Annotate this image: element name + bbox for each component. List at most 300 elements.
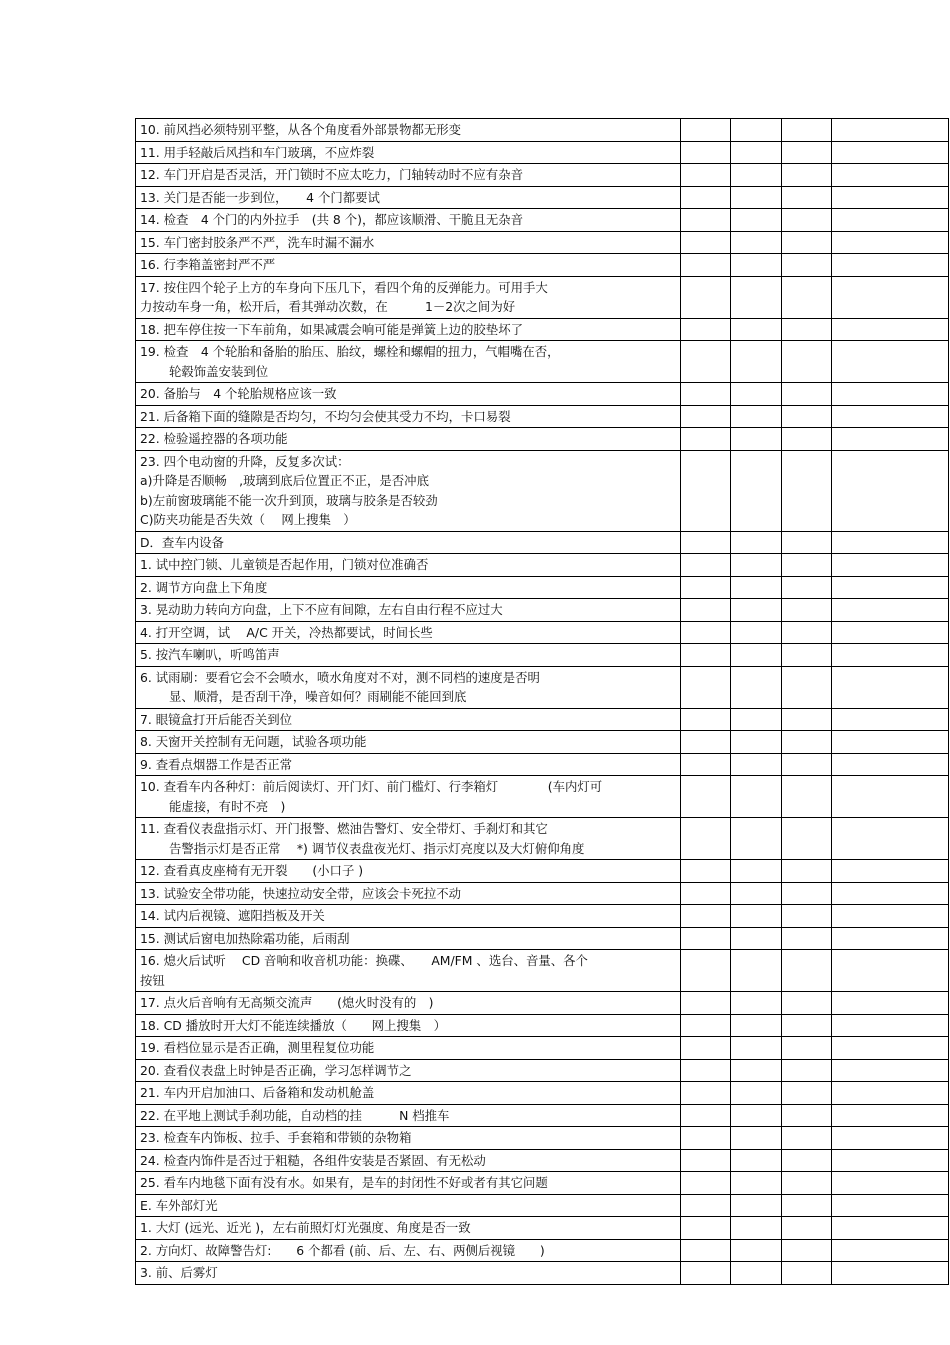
item-line: 轮毂饰盖安装到位 [169,363,269,379]
item-line: 6. 试雨刷：要看它会不会喷水，喷水角度对不对，测不同档的速度是否明 [140,669,540,685]
checklist-row [136,186,949,209]
item-line: 22. 检验遥控器的各项功能 [140,431,288,446]
item-line: 21. 后备箱下面的缝隙是否均匀，不均匀会使其受力不均，卡口易裂 [140,408,511,424]
item-line: 15. 车门密封胶条严不严，洗车时漏不漏水 [140,234,375,250]
item-line: 17. 点火后音响有无高频交流声 (熄火时没有的 ) [140,995,434,1010]
check-cell[interactable] [832,141,949,164]
check-cell[interactable] [832,708,949,731]
item-line: 12. 车门开启是否灵活，开门锁时不应太吃力，门轴转动时不应有杂音 [140,167,523,182]
check-cell[interactable] [681,666,731,708]
check-cell[interactable] [832,1104,949,1127]
checklist-item-text [136,1104,681,1127]
checklist-row [136,927,949,950]
check-cell[interactable] [832,209,949,232]
check-cell[interactable] [832,860,949,883]
check-cell[interactable] [832,1239,949,1262]
check-cell[interactable] [782,186,832,209]
check-cell[interactable] [731,1127,782,1150]
item-line: 9. 查看点烟器工作是否正常 [140,756,293,772]
check-cell[interactable] [681,119,731,142]
check-cell[interactable] [832,1059,949,1082]
check-cell[interactable] [731,1149,782,1172]
checklist-item-text [136,576,681,599]
checklist-row [136,1194,949,1217]
check-cell[interactable] [782,599,832,622]
checklist-item-text [136,318,681,341]
checklist-row [136,209,949,232]
item-line: 2. 调节方向盘上下角度 [140,579,268,595]
check-cell[interactable] [832,383,949,406]
check-cell[interactable] [782,1127,832,1150]
check-cell[interactable] [681,1217,731,1240]
check-cell[interactable] [782,927,832,950]
checklist-item-text [136,621,681,644]
check-cell[interactable] [681,1239,731,1262]
checklist-item-text [136,753,681,776]
check-cell[interactable] [782,405,832,428]
checklist-item-text [136,708,681,731]
checklist-row [136,1082,949,1105]
check-cell[interactable] [782,450,832,531]
check-cell[interactable] [782,860,832,883]
check-cell[interactable] [782,731,832,754]
checklist-row [136,1239,949,1262]
check-cell[interactable] [681,599,731,622]
check-cell[interactable] [681,1149,731,1172]
check-cell[interactable] [832,1082,949,1105]
checklist-row [136,860,949,883]
check-cell[interactable] [782,882,832,905]
check-cell[interactable] [731,621,782,644]
check-cell[interactable] [782,621,832,644]
check-cell[interactable] [681,992,731,1015]
checklist-row [136,776,949,818]
check-cell[interactable] [782,341,832,383]
check-cell[interactable] [832,405,949,428]
check-cell[interactable] [681,1014,731,1037]
check-cell[interactable] [782,1149,832,1172]
check-cell[interactable] [681,576,731,599]
check-cell[interactable] [782,119,832,142]
checklist-item-text [136,341,681,383]
check-cell[interactable] [681,254,731,277]
check-cell[interactable] [731,254,782,277]
check-cell[interactable] [681,450,731,531]
check-cell[interactable] [832,554,949,577]
checklist-row [136,1262,949,1285]
checklist-item-text [136,1037,681,1060]
check-cell[interactable] [681,776,731,818]
check-cell[interactable] [832,531,949,554]
check-cell[interactable] [681,318,731,341]
check-cell[interactable] [832,818,949,860]
item-line: 11. 查看仪表盘指示灯、开门报警、燃油告警灯、安全带灯、手刹灯和其它 [140,821,548,836]
item-line: 2. 方向灯、故障警告灯: 6 个都看 (前、后、左、右、两侧后视镜 ) [140,1242,545,1258]
check-cell[interactable] [731,576,782,599]
item-line: 18. 把车停住按一下车前角，如果减震会响可能是弹簧上边的胶垫坏了 [140,321,523,337]
checklist-row [136,1037,949,1060]
check-cell[interactable] [681,882,731,905]
check-cell[interactable] [731,318,782,341]
checklist-item-text [136,599,681,622]
check-cell[interactable] [681,383,731,406]
check-cell[interactable] [832,882,949,905]
check-cell[interactable] [782,554,832,577]
check-cell[interactable] [731,708,782,731]
check-cell[interactable] [782,576,832,599]
check-cell[interactable] [731,1059,782,1082]
checklist-item-text [136,992,681,1015]
check-cell[interactable] [731,383,782,406]
check-cell[interactable] [731,119,782,142]
item-line: 20. 查看仪表盘上时钟是否正确，学习怎样调节之 [140,1062,412,1078]
check-cell[interactable] [782,1082,832,1105]
checklist-item-text [136,450,681,531]
check-cell[interactable] [731,905,782,928]
checklist-row [136,753,949,776]
checklist-row [136,731,949,754]
check-cell[interactable] [731,860,782,883]
check-cell[interactable] [731,927,782,950]
checklist-row [136,708,949,731]
check-cell[interactable] [681,644,731,667]
checklist-row [136,318,949,341]
check-cell[interactable] [681,905,731,928]
checklist-row [136,164,949,187]
check-cell[interactable] [681,1104,731,1127]
check-cell[interactable] [681,818,731,860]
check-cell[interactable] [681,405,731,428]
checklist-item-text [136,276,681,318]
item-line: 25. 看车内地毯下面有没有水。如果有，是车的封闭性不好或者有其它问题 [140,1175,548,1190]
checklist-item-text [136,1239,681,1262]
check-cell[interactable] [832,753,949,776]
checklist-row [136,554,949,577]
checklist-row [136,882,949,905]
checklist-item-text [136,1262,681,1285]
check-cell[interactable] [782,428,832,451]
check-cell[interactable] [681,1059,731,1082]
item-line: 13. 试验安全带功能，快速拉动安全带，应该会卡死拉不动 [140,885,462,901]
check-cell[interactable] [832,927,949,950]
check-cell[interactable] [782,1059,832,1082]
check-cell[interactable] [681,276,731,318]
checklist-item-text [136,1059,681,1082]
checklist-item-text [136,554,681,577]
checklist-item-text [136,231,681,254]
check-cell[interactable] [832,599,949,622]
check-cell[interactable] [782,141,832,164]
item-line: D．查车内设备 [140,534,224,550]
check-cell[interactable] [832,731,949,754]
check-cell[interactable] [731,666,782,708]
checklist-row [136,818,949,860]
item-line: 11. 用手轻敲后风挡和车门玻璃，不应炸裂 [140,144,375,160]
checklist-row [136,644,949,667]
check-cell[interactable] [731,1014,782,1037]
checklist-item-text [136,950,681,992]
check-cell[interactable] [782,818,832,860]
check-cell[interactable] [731,531,782,554]
check-cell[interactable] [832,428,949,451]
check-cell[interactable] [731,231,782,254]
checklist-row [136,599,949,622]
check-cell[interactable] [681,927,731,950]
checklist-item-text [136,405,681,428]
check-cell[interactable] [731,1217,782,1240]
checklist-item-text [136,776,681,818]
check-cell[interactable] [782,1014,832,1037]
checklist-item-text [136,927,681,950]
checklist-item-text [136,209,681,232]
check-cell[interactable] [832,992,949,1015]
check-cell[interactable] [782,776,832,818]
check-cell[interactable] [731,950,782,992]
item-line: 按钮 [140,972,165,988]
checklist-row [136,405,949,428]
check-cell[interactable] [681,141,731,164]
check-cell[interactable] [731,405,782,428]
check-cell[interactable] [832,1172,949,1195]
item-line: 能虚接，有时不亮 ) [169,798,286,814]
check-cell[interactable] [681,531,731,554]
check-cell[interactable] [681,1127,731,1150]
check-cell[interactable] [731,164,782,187]
check-cell[interactable] [782,666,832,708]
check-cell[interactable] [782,164,832,187]
check-cell[interactable] [731,992,782,1015]
check-cell[interactable] [832,1149,949,1172]
checklist-row [136,254,949,277]
checklist-item-text [136,1217,681,1240]
checklist-item-text [136,731,681,754]
check-cell[interactable] [681,860,731,883]
check-cell[interactable] [832,254,949,277]
checklist-row [136,1104,949,1127]
check-cell[interactable] [681,341,731,383]
item-line: 19. 检查 4 个轮胎和备胎的胎压、胎纹，螺栓和螺帽的扭力，气帽嘴在否， [140,344,560,359]
checklist-item-text [136,1149,681,1172]
item-line: 24. 检查内饰件是否过于粗糙，各组件安装是否紧固、有无松动 [140,1152,486,1168]
check-cell[interactable] [731,599,782,622]
checklist-row [136,1172,949,1195]
check-cell[interactable] [681,186,731,209]
check-cell[interactable] [782,992,832,1015]
check-cell[interactable] [731,186,782,209]
check-cell[interactable] [681,621,731,644]
check-cell[interactable] [832,1014,949,1037]
check-cell[interactable] [681,708,731,731]
checklist-item-text [136,1014,681,1037]
item-line: 16. 熄火后试听 CD 音响和收音机功能：换碟、 AM/FM 、选台、音量、各个 [140,953,588,968]
check-cell[interactable] [782,644,832,667]
check-cell[interactable] [832,164,949,187]
checklist-item-text [136,1194,681,1217]
check-cell[interactable] [782,1037,832,1060]
check-cell[interactable] [731,428,782,451]
item-line: 14. 检查 4 个门的内外拉手 (共 8 个)，都应该顺滑、干脆且无杂音 [140,212,524,227]
check-cell[interactable] [832,1262,949,1285]
checklist-item-text [136,666,681,708]
checklist-body [136,119,949,1285]
item-line: 显、顺滑，是否刮干净，噪音如何？雨刷能不能回到底 [169,689,467,704]
check-cell[interactable] [731,276,782,318]
check-cell[interactable] [832,450,949,531]
check-cell[interactable] [832,644,949,667]
checklist-item-text [136,383,681,406]
item-line: 12. 查看真皮座椅有无开裂 (小口子 ) [140,863,364,878]
check-cell[interactable] [832,1194,949,1217]
check-cell[interactable] [681,1172,731,1195]
check-cell[interactable] [731,818,782,860]
checklist-item-text [136,186,681,209]
checklist-row [136,950,949,992]
check-cell[interactable] [782,1104,832,1127]
checklist-row [136,450,949,531]
check-cell[interactable] [782,276,832,318]
check-cell[interactable] [782,531,832,554]
check-cell[interactable] [832,186,949,209]
check-cell[interactable] [731,1262,782,1285]
check-cell[interactable] [681,1194,731,1217]
check-cell[interactable] [731,1082,782,1105]
item-line: 14. 试内后视镜、遮阳挡板及开关 [140,908,325,923]
checklist-row [136,231,949,254]
check-cell[interactable] [832,119,949,142]
check-cell[interactable] [731,753,782,776]
check-cell[interactable] [731,1172,782,1195]
checklist-row [136,992,949,1015]
check-cell[interactable] [731,141,782,164]
check-cell[interactable] [681,554,731,577]
check-cell[interactable] [832,950,949,992]
checklist-item-text [136,905,681,928]
item-line: 7. 眼镜盒打开后能否关到位 [140,711,293,727]
check-cell[interactable] [782,231,832,254]
checklist-row [136,1149,949,1172]
check-cell[interactable] [681,209,731,232]
item-line: 5. 按汽车喇叭，听鸣笛声 [140,647,280,662]
check-cell[interactable] [832,666,949,708]
check-cell[interactable] [782,1262,832,1285]
check-cell[interactable] [731,644,782,667]
check-cell[interactable] [782,708,832,731]
check-cell[interactable] [731,1104,782,1127]
item-line: 1. 试中控门锁、儿童锁是否起作用，门锁对位准确否 [140,557,429,572]
item-line: 力按动车身一角，松开后，看其弹动次数，在 1－2次之间为好 [140,299,516,314]
check-cell[interactable] [731,554,782,577]
inspection-checklist-table [135,118,949,1285]
checklist-item-text [136,1127,681,1150]
check-cell[interactable] [731,341,782,383]
check-cell[interactable] [681,164,731,187]
item-line: C)防夹功能是否失效（ 网上搜集 ） [140,512,356,527]
item-line: 1. 大灯 (远光、近光 )，左右前照灯灯光强度、角度是否一致 [140,1220,471,1235]
check-cell[interactable] [782,209,832,232]
item-line: 13. 关门是否能一步到位， 4 个门都要试 [140,189,380,205]
checklist-item-text [136,644,681,667]
checklist-item-text [136,141,681,164]
check-cell[interactable] [832,776,949,818]
item-line: 4. 打开空调，试 A/C 开关，冷热都要试，时间长些 [140,624,433,640]
check-cell[interactable] [832,1037,949,1060]
checklist-item-text [136,119,681,142]
check-cell[interactable] [782,1194,832,1217]
check-cell[interactable] [832,576,949,599]
item-line: 告警指示灯是否正常 *) 调节仪表盘夜光灯、指示灯亮度以及大灯俯仰角度 [169,840,585,856]
check-cell[interactable] [782,1172,832,1195]
check-cell[interactable] [832,341,949,383]
checklist-row [136,905,949,928]
check-cell[interactable] [731,776,782,818]
check-cell[interactable] [782,383,832,406]
check-cell[interactable] [681,231,731,254]
checklist-item-text [136,531,681,554]
item-line: 3. 前、后雾灯 [140,1265,218,1280]
checklist-row [136,531,949,554]
check-cell[interactable] [681,753,731,776]
check-cell[interactable] [681,1037,731,1060]
item-line: 20. 备胎与 4 个轮胎规格应该一致 [140,386,337,401]
checklist-row [136,341,949,383]
check-cell[interactable] [832,621,949,644]
check-cell[interactable] [832,905,949,928]
check-cell[interactable] [782,1239,832,1262]
check-cell[interactable] [731,450,782,531]
check-cell[interactable] [681,731,731,754]
checklist-item-text [136,428,681,451]
check-cell[interactable] [832,231,949,254]
check-cell[interactable] [731,882,782,905]
check-cell[interactable] [681,950,731,992]
checklist-row [136,621,949,644]
item-line: 10. 前风挡必须特别平整，从各个角度看外部景物都无形变 [140,122,462,137]
check-cell[interactable] [681,1082,731,1105]
check-cell[interactable] [832,1127,949,1150]
checklist-row [136,1059,949,1082]
check-cell[interactable] [731,1194,782,1217]
check-cell[interactable] [832,318,949,341]
item-line: 10. 查看车内各种灯：前后阅读灯、开门灯、前门槛灯、行李箱灯 (车内灯可 [140,779,603,794]
check-cell[interactable] [731,209,782,232]
item-line: 8. 天窗开关控制有无问题，试验各项功能 [140,734,367,749]
item-line: 16. 行李箱盖密封严不严 [140,257,276,272]
item-line: 23. 检查车内饰板、拉手、手套箱和带锁的杂物箱 [140,1130,412,1145]
checklist-item-text [136,254,681,277]
check-cell[interactable] [731,1037,782,1060]
check-cell[interactable] [832,276,949,318]
check-cell[interactable] [782,905,832,928]
check-cell[interactable] [782,318,832,341]
check-cell[interactable] [782,1217,832,1240]
checklist-row [136,576,949,599]
item-line: b)左前窗玻璃能不能一次升到顶，玻璃与胶条是否较劲 [140,492,438,508]
check-cell[interactable] [681,428,731,451]
check-cell[interactable] [782,753,832,776]
item-line: 18. CD 播放时开大灯不能连续播放（ 网上搜集 ） [140,1017,446,1033]
checklist-row [136,666,949,708]
check-cell[interactable] [731,1239,782,1262]
checklist-row [136,1014,949,1037]
checklist-row [136,1127,949,1150]
check-cell[interactable] [731,731,782,754]
checklist-item-text [136,1172,681,1195]
check-cell[interactable] [782,950,832,992]
check-cell[interactable] [782,254,832,277]
checklist-row [136,1217,949,1240]
check-cell[interactable] [832,1217,949,1240]
check-cell[interactable] [681,1262,731,1285]
